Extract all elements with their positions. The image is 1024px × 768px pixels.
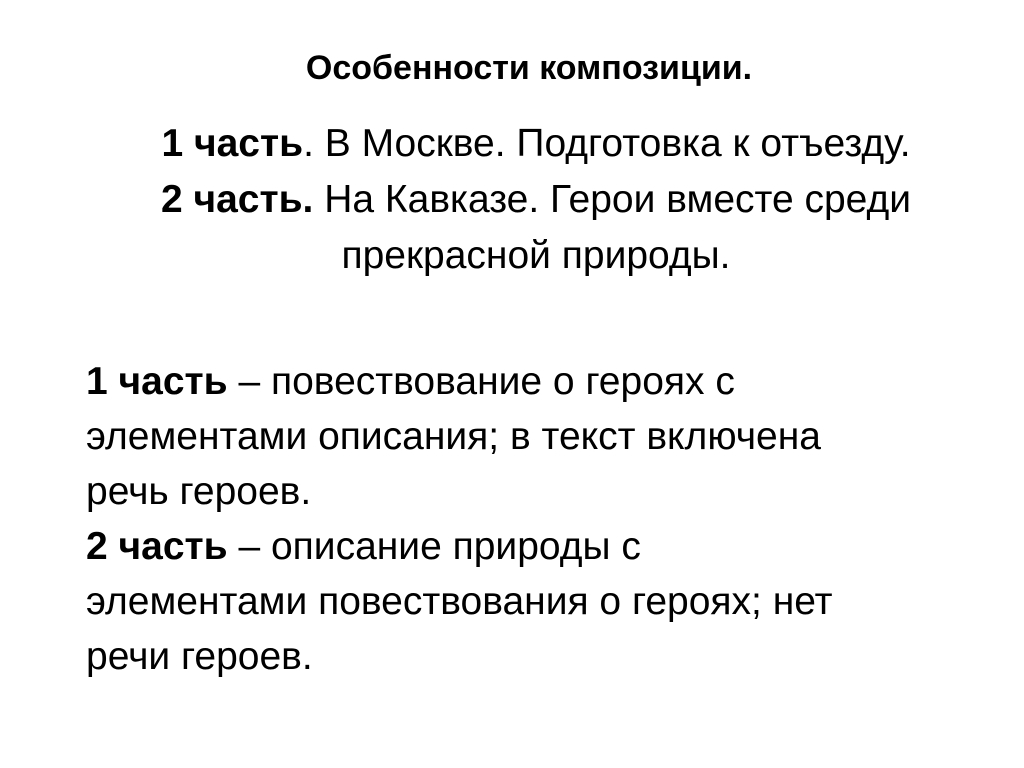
part-2-description-line-3: речи героев. xyxy=(86,635,313,678)
part-1-label: 1 часть xyxy=(161,122,304,165)
part-1-summary xyxy=(0,116,1024,172)
part-2-label: 2 часть. xyxy=(160,178,314,221)
parts-summary xyxy=(0,116,1024,284)
part-2-description-text: – описание природы с xyxy=(227,525,641,568)
part-2-description-line-1 xyxy=(86,519,1006,574)
part-1-description-text: – повествование о героях с xyxy=(227,360,735,403)
part-2-summary-continuation: прекрасной природы. xyxy=(341,234,731,277)
part-1-summary-text: . В Москве. Подготовка к отъезду. xyxy=(303,122,911,165)
part-1-description-label: 1 часть xyxy=(86,360,228,403)
part-1-description-line-2: элементами описания; в текст включена xyxy=(86,415,821,458)
part-1-description-line-1 xyxy=(86,354,1006,409)
part-2-summary-text: На Кавказе. Герои вместе среди xyxy=(313,178,912,221)
parts-description xyxy=(86,354,1006,684)
part-2-description-label: 2 часть xyxy=(86,525,228,568)
part-2-description-line-2: элементами повествования о героях; нет xyxy=(86,580,833,623)
part-1-description-line-3: речь героев. xyxy=(86,470,312,513)
part-2-summary xyxy=(0,172,1024,228)
slide-title: Особенности композиции. xyxy=(305,49,753,87)
